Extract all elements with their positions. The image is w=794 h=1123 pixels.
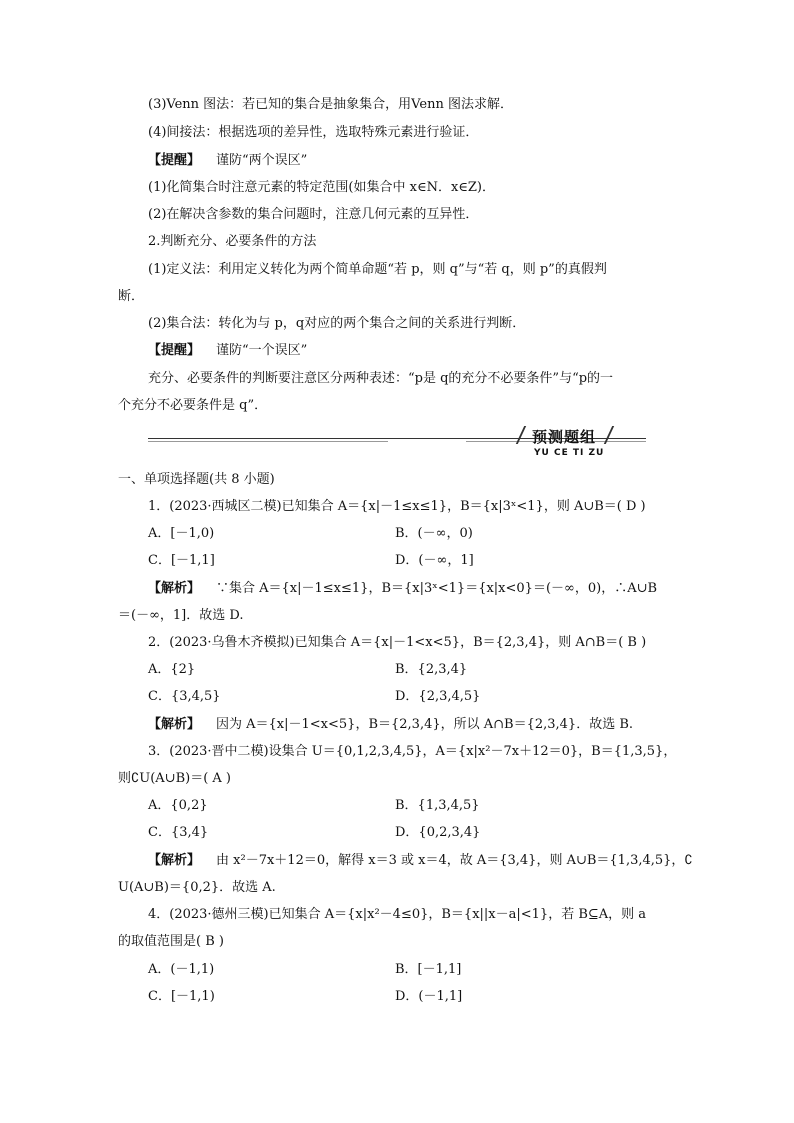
option-d: D．(－∞，1] <box>395 553 474 568</box>
option-a: A．{2} <box>148 662 196 677</box>
solution-text: ∵集合 A＝{x|－1≤x≤1}，B＝{x|3ˣ<1}＝{x|x<0}＝(－∞，0)，∴A∪B <box>216 581 658 596</box>
question-stem: 3．(2023·晋中二模)设集合 U＝{0,1,2,3,4,5}，A＝{x|x²－7x＋12＝0}，B＝{1,3,5}， <box>148 744 677 759</box>
text-line: (3)Venn 图法：若已知的集合是抽象集合，用Venn 图法求解． <box>148 97 513 112</box>
solution-text: ＝(－∞，1]．故选 D. <box>118 608 244 623</box>
text-line: 个充分不必要条件是 q”． <box>118 398 268 413</box>
solution-label: 【解析】 <box>148 853 201 868</box>
tip-label: 【提醒】 <box>148 153 201 168</box>
text-line: 充分、必要条件的判断要注意区分两种表述：“p是 q的充分不必要条件”与“p的一 <box>148 371 614 386</box>
text-line: (4)间接法：根据选项的差异性，选取特殊元素进行验证． <box>148 125 479 140</box>
text-line: 2.判断充分、必要条件的方法 <box>148 234 317 249</box>
option-b: B．(－∞，0) <box>395 526 473 541</box>
solution-text: U(A∪B)＝{0,2}．故选 A. <box>118 880 276 895</box>
option-c: C．{3,4} <box>148 825 209 840</box>
solution-text: 因为 A＝{x|－1<x<5}，B＝{2,3,4}，所以 A∩B＝{2,3,4}．故选 B. <box>216 717 634 732</box>
text-line: (1)化简集合时注意元素的特定范围(如集合中 x∈N．x∈Z)． <box>148 180 496 195</box>
option-a: A．(－1,1) <box>148 962 215 977</box>
option-b: B．[－1,1] <box>395 962 462 977</box>
option-a: A．{0,2} <box>148 798 208 813</box>
section-heading: 一、单项选择题(共 8 小题) <box>118 472 275 487</box>
banner-title: 预测题组 <box>532 428 597 446</box>
solution-text: 由 x²－7x＋12＝0，解得 x＝3 或 x＝4，故 A＝{3,4}，则 A∪B＝{1,3,4,5}，∁ <box>216 853 693 868</box>
solution-line <box>148 852 693 870</box>
solution-line <box>148 716 633 734</box>
tip-line <box>148 342 307 360</box>
solution-label: 【解析】 <box>148 581 201 596</box>
question-stem: 2．(2023·乌鲁木齐模拟)已知集合 A＝{x|－1<x<5}，B＝{2,3,4}，则 A∩B＝( B ) <box>148 635 647 650</box>
option-c: C．[－1,1) <box>148 989 215 1004</box>
option-c: C．[－1,1] <box>148 553 215 568</box>
option-a: A．[－1,0) <box>148 526 215 541</box>
text-line: (2)在解决含参数的集合问题时，注意几何元素的互异性． <box>148 207 479 222</box>
banner-rule <box>148 441 388 442</box>
tip-text: 谨防“一个误区” <box>216 343 308 358</box>
solution-label: 【解析】 <box>148 717 201 732</box>
question-stem: 则∁U(A∪B)＝( A ) <box>118 771 232 786</box>
solution-line <box>148 580 657 598</box>
text-line: 断． <box>118 289 145 304</box>
tip-label: 【提醒】 <box>148 343 201 358</box>
option-b: B．{2,3,4} <box>395 662 468 677</box>
text-line: (1)定义法：利用定义转化为两个简单命题“若 p，则 q”与“若 q，则 p”的真假判 <box>148 262 607 277</box>
question-stem: 1．(2023·西城区二模)已知集合 A＝{x|－1≤x≤1}，B＝{x|3ˣ<1}，则 A∪B＝( D ) <box>148 499 646 514</box>
question-stem: 的取值范围是( B ) <box>118 934 224 949</box>
tip-text: 谨防“两个误区” <box>216 153 308 168</box>
banner-subtitle: YU CE TI ZU <box>534 448 605 458</box>
option-d: D．{0,2,3,4} <box>395 825 481 840</box>
text-line: (2)集合法：转化为与 p，q对应的两个集合之间的关系进行判断． <box>148 316 526 331</box>
question-stem: 4．(2023·德州三模)已知集合 A＝{x|x²－4≤0}，B＝{x||x－a|<1}，若 B⊆A，则 a <box>148 907 647 922</box>
section-banner <box>148 424 646 464</box>
tip-line <box>148 152 307 170</box>
option-d: D．{2,3,4,5} <box>395 689 481 704</box>
option-d: D．(－1,1] <box>395 989 463 1004</box>
option-b: B．{1,3,4,5} <box>395 798 480 813</box>
option-c: C．{3,4,5} <box>148 689 221 704</box>
